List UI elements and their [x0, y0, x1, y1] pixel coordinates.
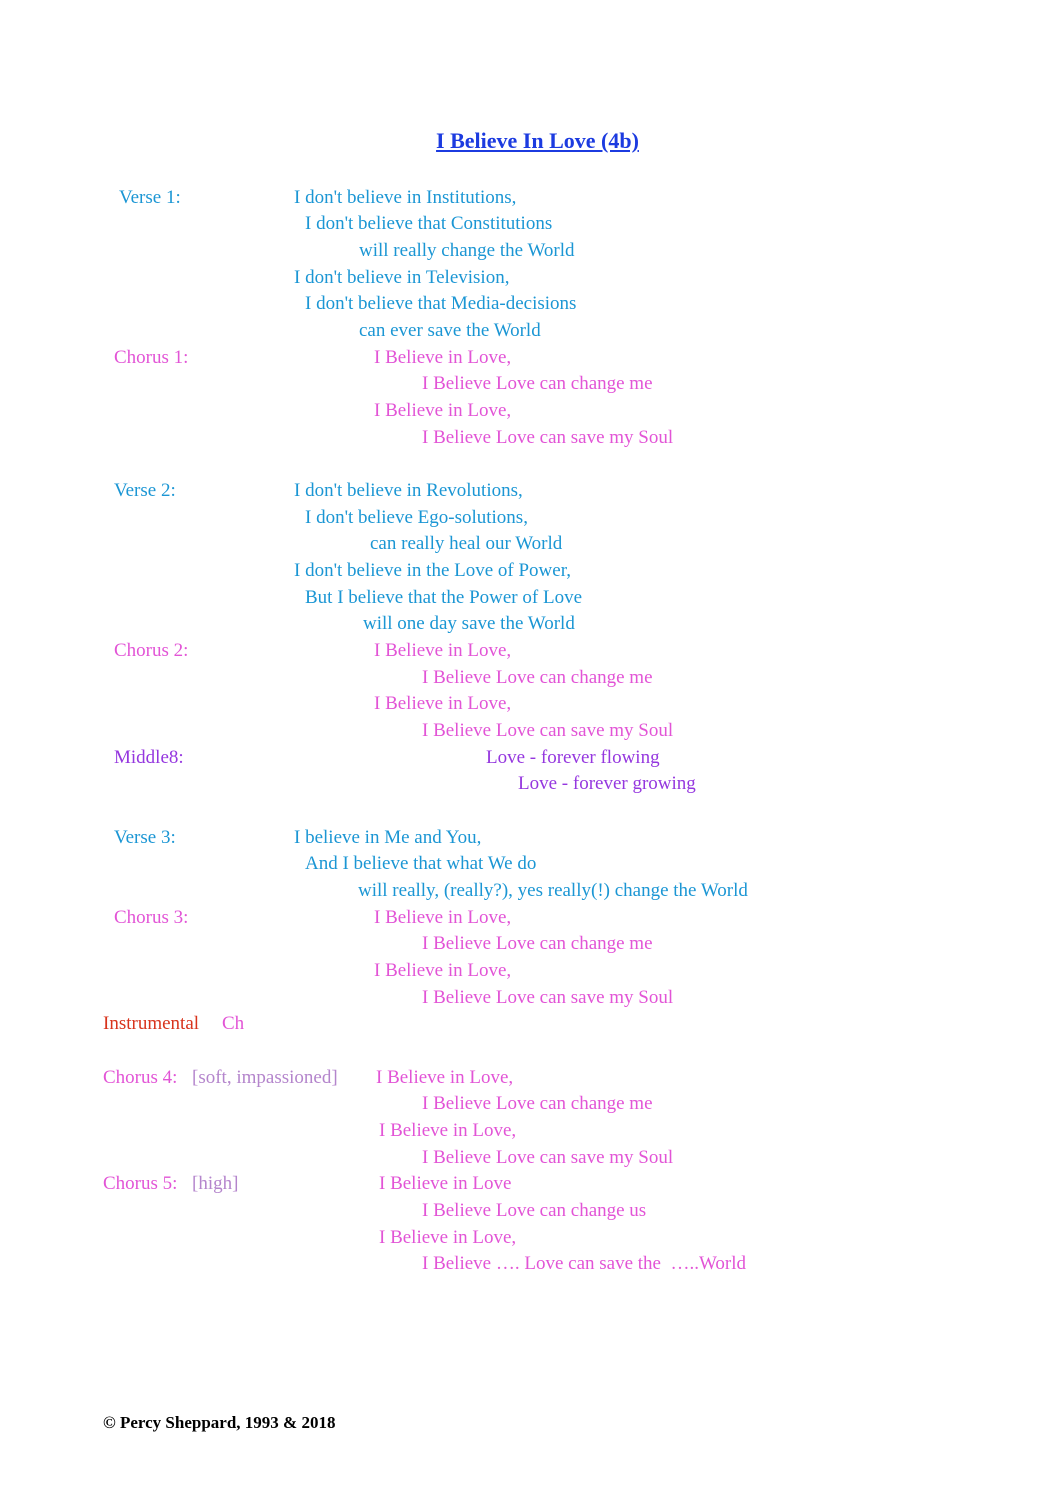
- chorus2-line: I Believe in Love,: [374, 693, 512, 714]
- verse2-line: I don't believe Ego-solutions,: [305, 507, 528, 528]
- verse1-line: I don't believe in Television,: [294, 267, 510, 288]
- song-title: I Believe In Love (4b): [436, 128, 639, 153]
- verse1-line: will really change the World: [359, 240, 575, 261]
- verse2-line: I don't believe in the Love of Power,: [294, 560, 572, 581]
- chorus4-line: I Believe in Love,: [379, 1120, 517, 1141]
- verse3-line: will really, (really?), yes really(!) change the World: [358, 880, 748, 901]
- chorus2-line: I Believe Love can change me: [422, 667, 653, 688]
- verse2-line: I don't believe in Revolutions,: [294, 480, 523, 501]
- verse2-line: will one day save the World: [363, 613, 575, 634]
- verse1-line: I don't believe in Institutions,: [294, 187, 517, 208]
- verse2-line: But I believe that the Power of Love: [305, 587, 583, 608]
- chorus2-label: Chorus 2:: [114, 640, 189, 661]
- verse3-line: I believe in Me and You,: [294, 827, 482, 848]
- chorus1-line: I Believe Love can save my Soul: [422, 427, 674, 448]
- chorus4-label: Chorus 4:: [103, 1067, 178, 1088]
- chorus2-line: I Believe in Love,: [374, 640, 512, 661]
- chorus3-line: I Believe in Love,: [374, 960, 512, 981]
- verse2-line: can really heal our World: [370, 533, 563, 554]
- verse3-label: Verse 3:: [114, 827, 176, 848]
- chorus3-line: I Believe Love can save my Soul: [422, 987, 674, 1008]
- verse2-label: Verse 2:: [114, 480, 176, 501]
- verse3-line: And I believe that what We do: [305, 853, 537, 874]
- instrumental-note: Ch: [222, 1013, 245, 1034]
- chorus3-line: I Believe Love can change me: [422, 933, 653, 954]
- verse1-line: I don't believe that Constitutions: [305, 213, 553, 234]
- chorus1-line: I Believe Love can change me: [422, 373, 653, 394]
- middle8-line: Love - forever flowing: [486, 747, 660, 768]
- verse1-line: can ever save the World: [359, 320, 541, 341]
- chorus5-line: I Believe Love can change us: [422, 1200, 647, 1221]
- chorus3-line: I Believe in Love,: [374, 907, 512, 928]
- chorus4-line: I Believe in Love,: [376, 1067, 514, 1088]
- chorus5-line: I Believe in Love,: [379, 1227, 517, 1248]
- chorus5-line: I Believe …. Love can save the …..World: [422, 1253, 747, 1274]
- copyright-footer: © Percy Sheppard, 1993 & 2018: [103, 1413, 336, 1432]
- verse1-label: Verse 1:: [119, 187, 181, 208]
- chorus3-label: Chorus 3:: [114, 907, 189, 928]
- verse1-line: I don't believe that Media-decisions: [305, 293, 577, 314]
- chorus4-direction: [soft, impassioned]: [192, 1067, 338, 1088]
- chorus4-line: I Believe Love can save my Soul: [422, 1147, 674, 1168]
- instrumental-label: Instrumental: [103, 1013, 200, 1034]
- chorus5-label: Chorus 5:: [103, 1173, 178, 1194]
- chorus1-line: I Believe in Love,: [374, 400, 512, 421]
- chorus1-label: Chorus 1:: [114, 347, 189, 368]
- chorus1-line: I Believe in Love,: [374, 347, 512, 368]
- chorus4-line: I Believe Love can change me: [422, 1093, 653, 1114]
- middle8-line: Love - forever growing: [518, 773, 696, 794]
- chorus5-line: I Believe in Love: [379, 1173, 512, 1194]
- chorus5-direction: [high]: [192, 1173, 239, 1194]
- middle8-label: Middle8:: [114, 747, 184, 768]
- chorus2-line: I Believe Love can save my Soul: [422, 720, 674, 741]
